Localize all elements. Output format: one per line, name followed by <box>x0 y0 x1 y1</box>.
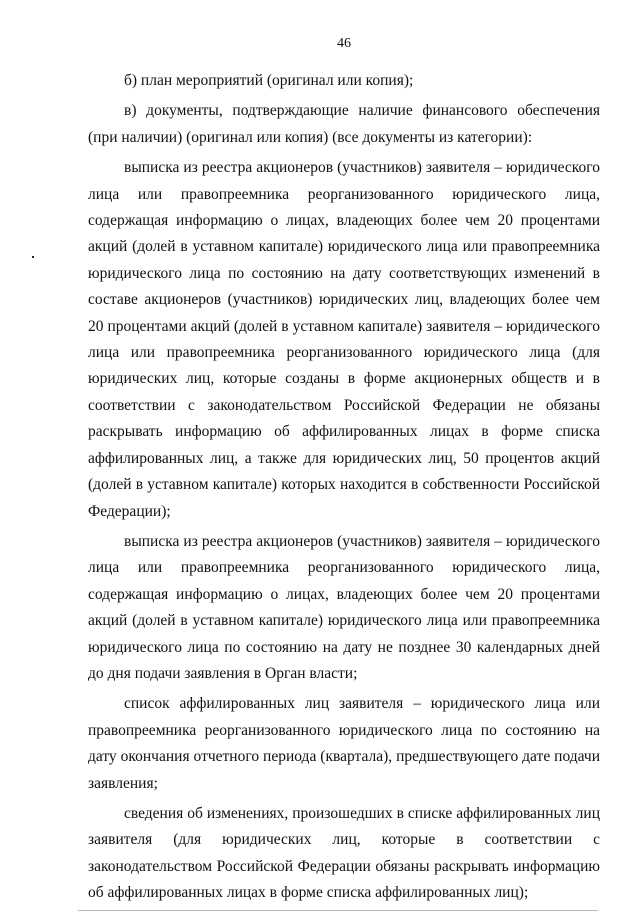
paragraph-shareholder-register-extract-1: выписка из реестра акционеров (участников) заявителя – юридического лица или правопреемника реорганизованного юридического лица, содержащая информацию о лицах, владеющих более чем 20 процентами акций (долей в уставном капитале) юридического лица или правопреемника юридического лица по состоянию на дату соответствующих изменений в составе акционеров (участников) юридических лиц, владеющих более чем 20 процентами акций (долей в уставном капитале) заявителя – юридического лица или правопреемника реорганизованного юридического лица (для юридических лиц, которые созданы в форме акционерных обществ и в соответствии с законодательством Российской Федерации не обязаны раскрывать информацию об аффилированных лицах в форме списка аффилированных лиц, а также для юридических лиц, 50 процентов акций (долей в уставном капитале) которых находится в собственности Российской Федерации); <box>88 159 600 520</box>
paragraph-plan: б) план мероприятий (оригинал или копия); <box>124 72 414 89</box>
paragraph-financial-documents: в) документы, подтверждающие наличие финансового обеспечения (при наличии) (оригинал или копия) (все документы из категории): <box>88 102 600 146</box>
page-number: 46 <box>337 36 351 51</box>
scan-edge-line <box>78 910 598 911</box>
scan-dot <box>32 256 34 258</box>
paragraph-affiliated-changes: сведения об изменениях, произошедших в списке аффилированных лиц заявителя (для юридических лиц, которые в соответствии с законодательством Российской Федерации обязаны раскрывать информацию об аффилированных лицах в форме списка аффилированных лиц); <box>88 804 600 902</box>
paragraph-affiliated-list: список аффилированных лиц заявителя – юридического лица или правопреемника реорганизованного юридического лица по состоянию на дату окончания отчетного периода (квартала), предшествующего дате подачи заявления; <box>88 695 600 792</box>
paragraph-shareholder-register-extract-2: выписка из реестра акционеров (участников) заявителя – юридического лица или правопреемника реорганизованного юридического лица, содержащая информацию о лицах, владеющих более чем 20 процентами акций (долей в уставном капитале) юридического лица или правопреемника юридического лица по состоянию на дату не позднее 30 календарных дней до дня подачи заявления в Орган власти; <box>88 532 600 682</box>
